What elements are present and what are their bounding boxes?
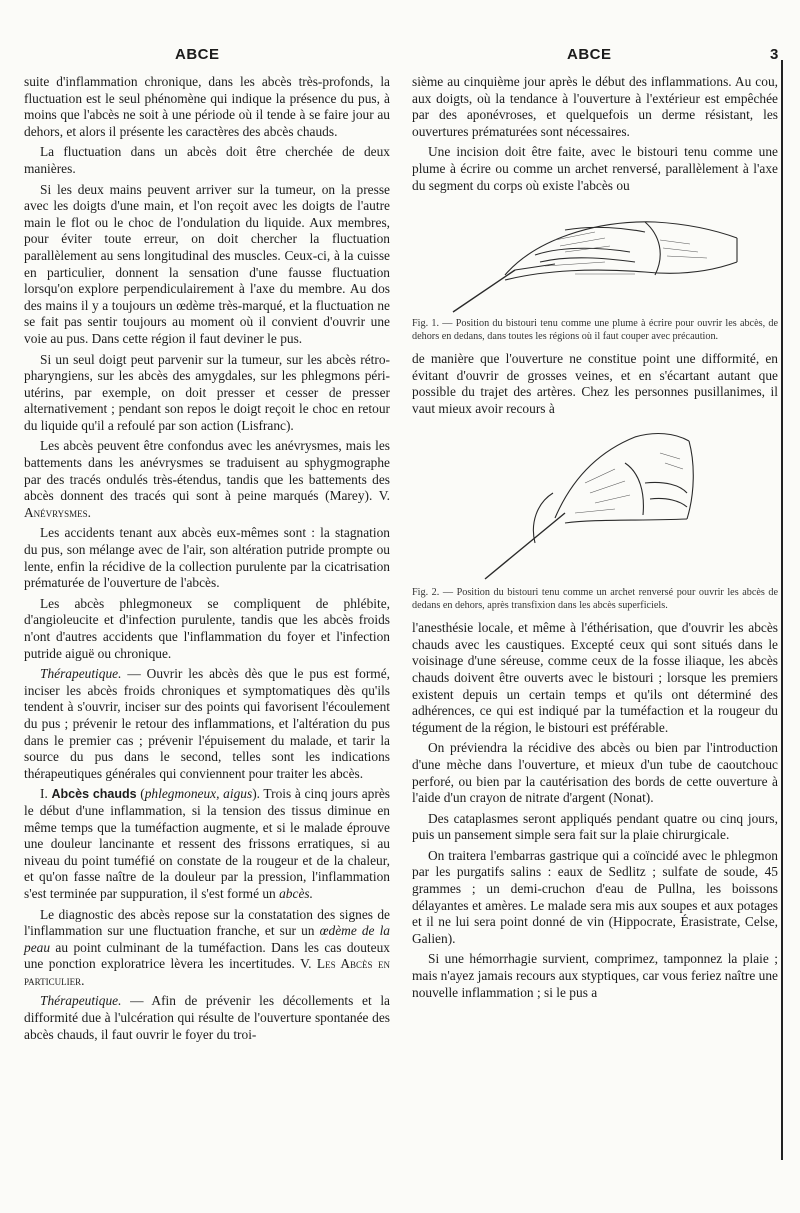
section-number: I. [40,786,48,802]
hand-scalpel-bow-grip-illustration [475,423,715,583]
paragraph: Si un seul doigt peut parvenir sur la tumeur, sur les abcès rétro-pharyngiens, sur les abcès des amygdales, sur les phlegmons péri-utérins, par exemple, on doit presser et cesser de presser alternativement ; pendant son repos le doigt reçoit le choc en retour du liquide qu'il a refoulé par son action (Lisfranc). [24,351,390,433]
paragraph: suite d'inflammation chronique, dans les abcès très-profonds, la fluctuation est le seul phénomène qui indique la présence du pus, à moins que l'abcès ne soit à une période où il tende à se faire jour au dehors, et alors il présente les caractères des abcès chauds. [24,74,390,139]
paragraph: La fluctuation dans un abcès doit être cherchée de deux manières. [24,144,390,176]
page-edge-rule [781,60,783,1160]
paragraph [24,666,390,782]
section-heading: Abcès chauds [51,787,137,802]
paragraph-text: ). Trois à cinq jours après le début d'une inflammation, si la tension des tissus diminue en même temps que la tuméfaction augmente, et si le malade éprouve une douleur lancinante et ressent des frissons erratiques, si au niveau du point tuméfié on constate de la rougeur et de la chaleur, et qu'on fasse naître de la douleur par la pression, l'inflammation s'est terminée par suppuration, il s'est formé un [24,786,390,901]
paragraph: l'anesthésie locale, et même à l'éthérisation, que d'ouvrir les abcès chauds avec les caustiques. Excepté ceux qui sont situés dans le voisinage d'une séreuse, comme ceux de la fosse iliaque, les abcès chauds doivent être ouverts avec le bistouri ; lorsque les premiers existent depuis un certain temps et qu'ils ont déterminé des adhérences, ce qui est indiqué par la tuméfaction et la rougeur du tégument de la région, le bistouri est préférable. [412,620,778,735]
figure-2-caption: Fig. 2. — Position du bistouri tenu comme un archet renversé pour ouvrir les abcès de dedans en dehors, après transfixion dans les abcès superficiels. [412,587,778,611]
italic-text: phlegmoneux, aigus [144,786,253,802]
italic-text: œdème de la peau [24,923,391,955]
italic-text: abcès. [279,885,313,901]
hand-scalpel-pen-grip-illustration [445,200,745,314]
paragraph [24,438,390,521]
figure-1 [412,200,778,314]
paragraph: Une incision doit être faite, avec le bistouri tenu comme une plume à écrire ou comme un archet renversé, parallèlement à l'axe du segment du corps où existe l'abcès ou [412,144,778,193]
paragraph-text: Le diagnostic des abcès repose sur la constatation des signes de l'inflammation sur une fluctuation franche, et sur un [24,906,390,939]
figure-2 [412,423,778,583]
section-label: Thérapeutique. [40,993,122,1009]
paragraph: de manière que l'ouverture ne constitue point une difformité, en évitant d'ouvrir de grosses veines, et en s'écartant autant que possible du trajet des artères. Chez les personnes pusillanimes, il vaut mieux avoir recours à [412,350,778,416]
paragraph: Si une hémorrhagie survient, comprimez, tamponnez la plaie ; mais n'ayez jamais recours aux styptiques, car vous feriez naître une nouvelle inflammation ; si le pus a [412,951,778,1000]
paragraph: Les abcès phlegmoneux se compliquent de phlébite, d'angioleucite et d'infection purulente, tandis que les abcès froids n'ont d'autres accidents que l'inflammation du foyer et l'infection putride aiguë ou chronique. [24,595,390,661]
right-column [412,74,778,1005]
page-number: 3 [770,46,779,63]
paragraph: Les accidents tenant aux abcès eux-mêmes sont : la stagnation du pus, son mélange avec de l'air, son altération putride prompte ou lente, enfin la récidive de la collection purulente par la cicatrisation prématurée de l'ouverture de l'abcès. [24,525,390,591]
paragraph [24,907,390,990]
paragraph: Si les deux mains peuvent arriver sur la tumeur, on la presse avec les doigts d'une main, et l'on reçoit avec les doigts de l'autre main le flot ou le choc de l'ondulation du liquide. Aux membres, pour éviter toute erreur, on doit chercher la fluctuation parallèlement au sens longitudinal des muscles. Ceux-ci, à la cuisse en particulier, donnent la sensation d'une fausse fluctuation lorsqu'on explore perpendiculairement à l'axe du membre. Au dos des mains il y a toujours un œdème très-marqué, et la fluctuation ne se fait pas sentir toujours au moment où il convient d'ouvrir une voie au pus. Dans cette région il faut deviner le pus. [24,181,390,346]
paragraph: On traitera l'embarras gastrique qui a coïncidé avec le phlegmon par les purgatifs salins : eaux de Sedlitz ; sulfate de soude, 45 grammes ; un demi-cruchon d'eau de Pullna, les boissons délayantes et amères. Le malade sera mis aux soupes et aux potages et il ne lui sera point donné de vin (Hippocrate, Érasistrate, Celse, Galien). [412,847,778,946]
section-label: Thérapeutique. [40,666,122,682]
paragraph [24,993,390,1043]
paragraph: On préviendra la récidive des abcès ou bien par l'introduction d'une mèche dans l'ouverture, et mieux d'un tube de caoutchouc perforé, ou bien par la cautérisation des bords de cette ouverture à l'aide d'un crayon de nitrate d'argent (Nonat). [412,740,778,806]
cross-reference: Anévrysmes. [24,504,92,520]
left-column [24,74,390,1047]
running-head-right: ABCE [567,46,612,63]
paragraph-text: Les abcès peuvent être confondus avec les anévrysmes, mais les battements dans les anévrysmes se traduisent au sphygmographe par des tracés ondulés très-étendus, tandis que les battements des abcès donnent des tracés qui sont à peine marqués (Marey). V. [24,438,390,504]
paragraph-text: au point culminant de la tuméfaction. Dans les cas douteux une ponction exploratrice lèvera les incertitudes. V. [24,939,390,972]
paragraph-text: ( [136,786,145,802]
figure-1-caption: Fig. 1. — Position du bistouri tenu comme une plume à écrire pour ouvrir les abcès, de dehors en dedans, dans toutes les régions où il faut couper avec précaution. [412,318,778,342]
paragraph [24,786,390,902]
paragraph: sième au cinquième jour après le début des inflammations. Au cou, aux doigts, où la tendance à l'ouverture à l'extérieur est empêchée par des aponévroses, et quelquefois un derme résistant, les ouvertures prématurées sont nécessaires. [412,74,778,139]
paragraph-text: — Ouvrir les abcès dès que le pus est formé, inciser les abcès froids chroniques et symptomatiques dès qu'ils tendent à s'ouvrir, inciser sur des points qui favorisent l'écoulement du pus ; prévenir le retour des inflammations, et l'altération du pus dans le premier cas ; prévenir l'épuisement du malade, et tarir la source du pus dans le second, telles sont les indications thérapeutiques générales qui conviennent pour traiter les abcès. [24,666,390,781]
paragraph-text: — Afin de prévenir les décollements et la difformité due à l'ulcération qui résulte de l'ouverture spontanée des abcès chauds, il faut ouvrir le foyer du troi- [24,993,390,1042]
running-head-left: ABCE [175,46,220,63]
cross-reference: Les Abcès en particulier. [24,956,390,988]
paragraph: Des cataplasmes seront appliqués pendant quatre ou cinq jours, puis un pansement simple sera fait sur la plaie chirurgicale. [412,810,778,843]
